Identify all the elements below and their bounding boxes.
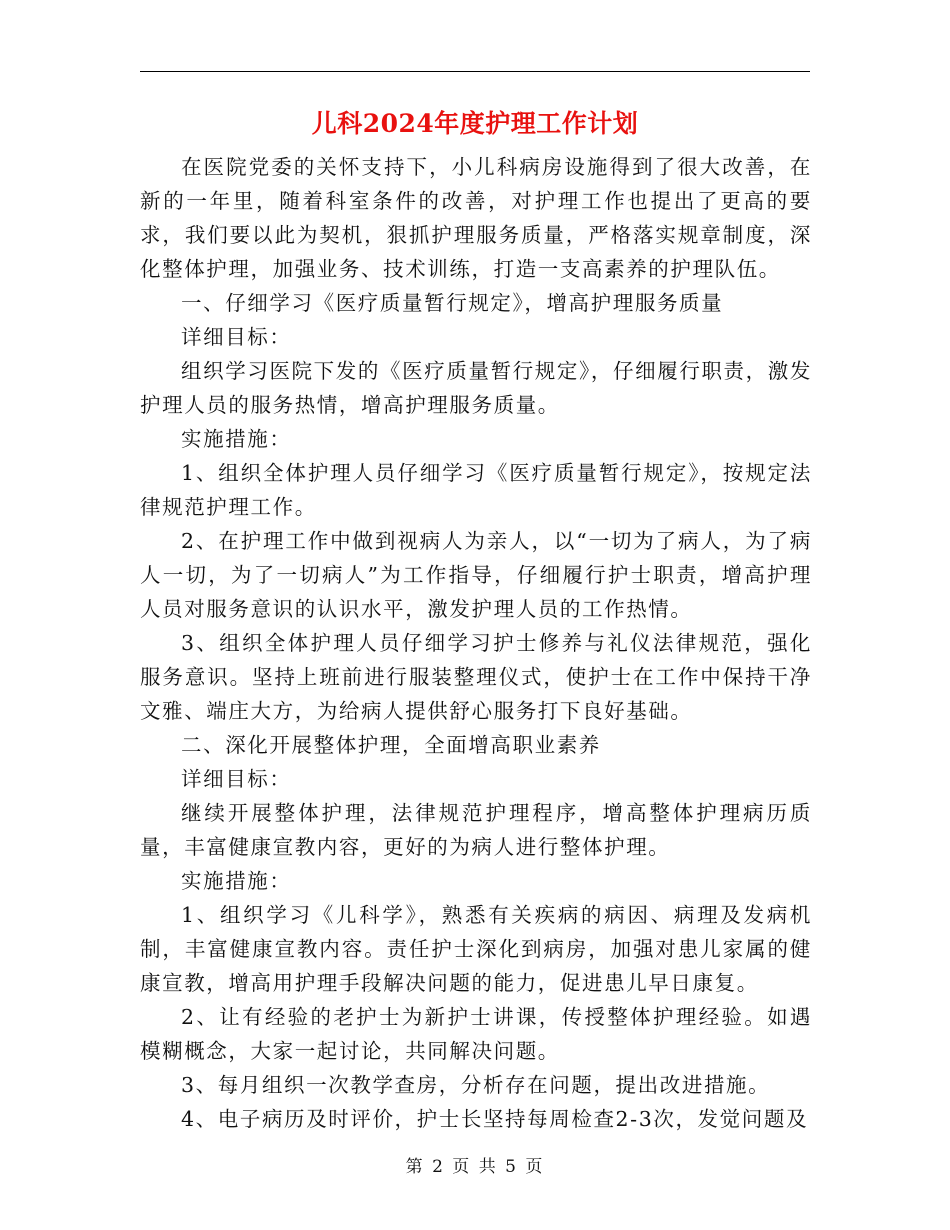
page-number-footer: 第 2 页 共 5 页 [405,1157,545,1177]
measure-1-3: 3、组织全体护理人员仔细学习护士修养与礼仪法律规范，强化服务意识。坚持上班前进行服装整理仪式，使护士在工作中保持干净文雅、端庄大方，为给病人提供舒心服务打下良好基础。 [140,631,812,723]
section-heading-1: 一、仔细学习《医疗质量暂行规定》，增高护理服务质量 [181,291,724,315]
paragraph-goal-1: 组织学习医院下发的《医疗质量暂行规定》，仔细履行职责，激发护理人员的服务热情，增高护理服务质量。 [140,359,812,417]
measure-1-2: 2、在护理工作中做到视病人为亲人，以“一切为了病人，为了病人一切，为了一切病人”为工作指导，仔细履行护士职责，增高护理人员对服务意识的认识水平，激发护理人员的工作热情。 [140,529,812,621]
measure-2-1: 1、组织学习《儿科学》，熟悉有关疾病的病因、病理及发病机制，丰富健康宣教内容。责任护士深化到病房，加强对患儿家属的健康宣教，增高用护理手段解决问题的能力，促进患儿早日康复。 [140,903,812,995]
subheading-goal-2: 详细目标： [181,767,292,791]
subheading-measures-2: 实施措施： [181,869,292,893]
subheading-measures-1: 实施措施： [181,427,292,451]
measure-1-1: 1、组织全体护理人员仔细学习《医疗质量暂行规定》，按规定法律规范护理工作。 [140,461,812,519]
paragraph-goal-2: 继续开展整体护理，法律规范护理程序，增高整体护理病历质量，丰富健康宣教内容，更好的为病人进行整体护理。 [140,801,812,859]
section-heading-2: 二、深化开展整体护理，全面增高职业素养 [181,733,601,757]
header-rule [140,71,810,72]
measure-2-4: 4、电子病历及时评价，护士长坚持每周检查2-3次，发觉问题及 [181,1107,809,1131]
subheading-goal-1: 详细目标： [181,325,292,349]
paragraph-intro: 在医院党委的关怀支持下，小儿科病房设施得到了很大改善，在新的一年里，随着科室条件的改善，对护理工作也提出了更高的要求，我们要以此为契机，狠抓护理服务质量，严格落实规章制度，深化整体护理，加强业务、技术训练，打造一支高素养的护理队伍。 [140,155,812,281]
measure-2-2: 2、让有经验的老护士为新护士讲课，传授整体护理经验。如遇模糊概念，大家一起讨论，共同解决问题。 [140,1005,812,1063]
document-title: 儿科2024年度护理工作计划 [311,109,639,138]
document-body [140,150,812,1136]
measure-2-3: 3、每月组织一次教学查房，分析存在问题，提出改进措施。 [181,1073,771,1097]
